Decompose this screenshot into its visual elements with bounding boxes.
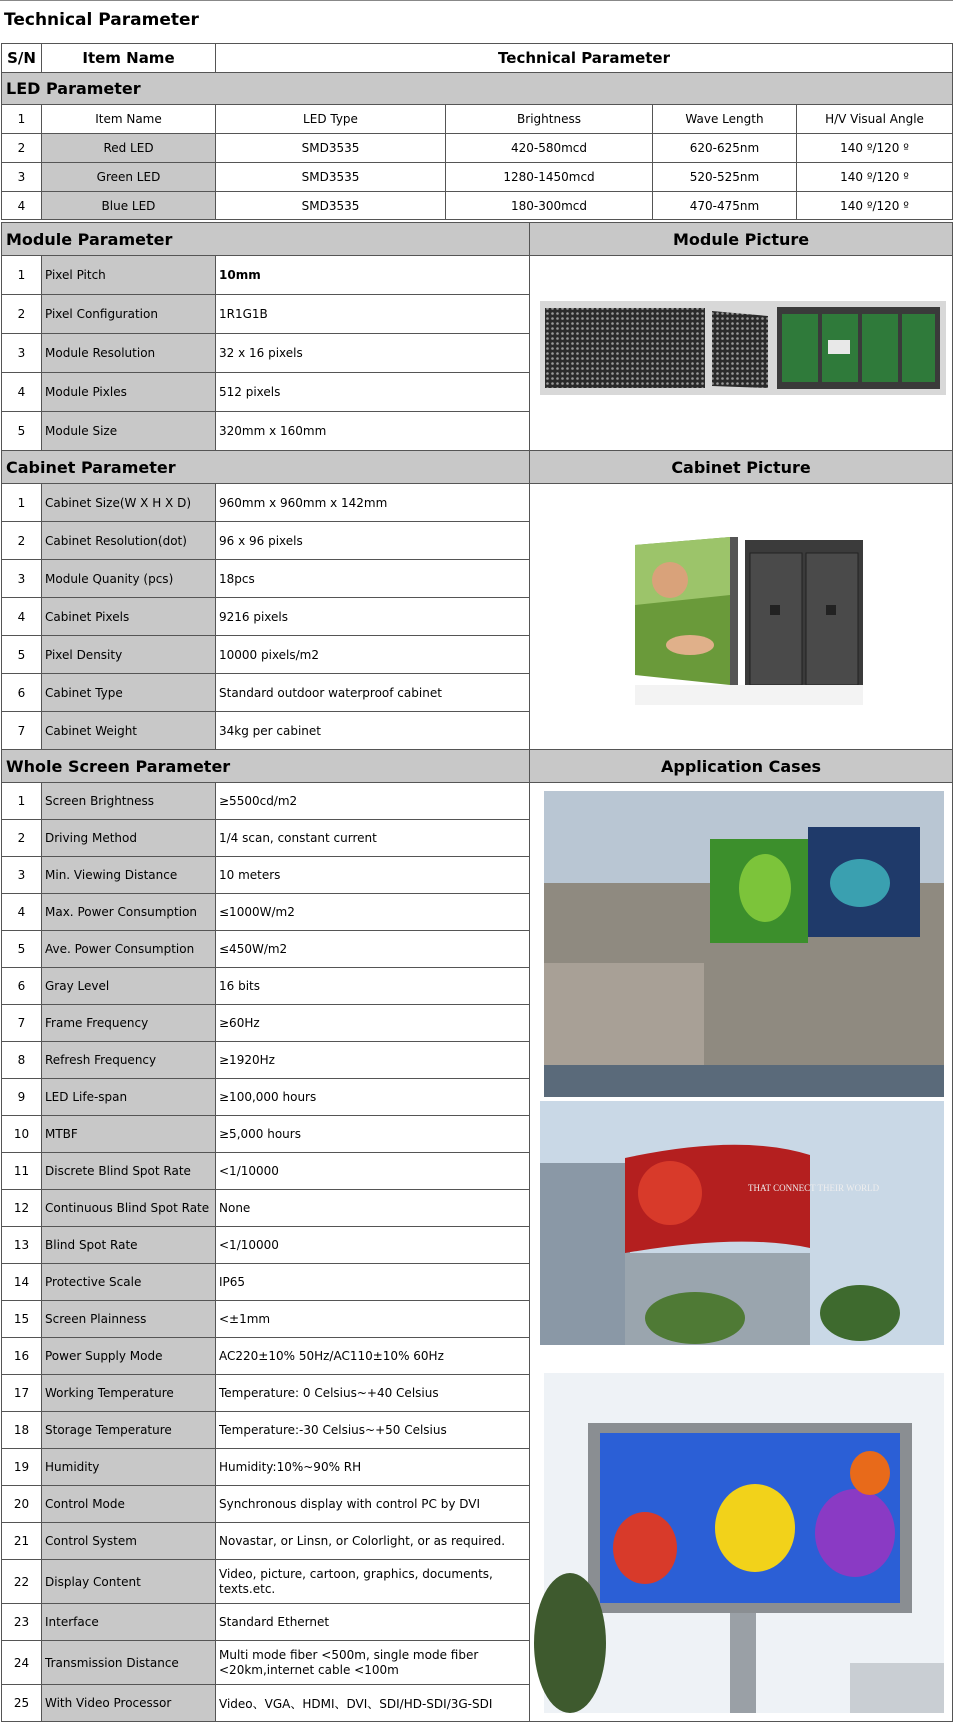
table-row: 2 Red LED SMD3535 420-580mcd 620-625nm 140 º/120 º: [2, 134, 953, 163]
led-section-title: LED Parameter: [2, 73, 953, 105]
cabinet-table: [1, 450, 953, 750]
table-row: 9 LED Life-span ≥100,000 hours: [2, 1079, 953, 1116]
table-row: 16 Power Supply Mode AC220±10% 50Hz/AC110±10% 60Hz: [2, 1338, 953, 1375]
module-image: [530, 256, 953, 450]
module-table: [1, 222, 953, 451]
led-col-visual-angle: H/V Visual Angle: [797, 105, 953, 134]
led-col-item-name: Item Name: [42, 105, 216, 134]
table-row: 2 Cabinet Resolution(dot) 96 x 96 pixels: [2, 522, 953, 560]
cabinet-section-title: Cabinet Parameter: [2, 451, 530, 484]
table-row: 5 Module Size 320mm x 160mm: [2, 412, 953, 451]
table-row: 20 Control Mode Synchronous display with control PC by DVI: [2, 1486, 953, 1523]
table-row: 7 Frame Frequency ≥60Hz: [2, 1005, 953, 1042]
table-row: 4 Cabinet Pixels 9216 pixels: [2, 598, 953, 636]
table-row: 4 Blue LED SMD3535 180-300mcd 470-475nm 140 º/120 º: [2, 192, 953, 220]
header-sn: S/N: [2, 44, 42, 73]
table-row: 7 Cabinet Weight 34kg per cabinet: [2, 712, 953, 750]
led-col-brightness: Brightness: [446, 105, 653, 134]
table-row: 23 Interface Standard Ethernet: [2, 1604, 953, 1641]
table-row: 15 Screen Plainness <±1mm: [2, 1301, 953, 1338]
header-row: [2, 44, 953, 73]
table-row: 4 Max. Power Consumption ≤1000W/m2: [2, 894, 953, 931]
top-border: [0, 0, 953, 1]
table-row: 2 Driving Method 1/4 scan, constant current: [2, 820, 953, 857]
table-row: 3 Module Resolution 32 x 16 pixels: [2, 334, 953, 373]
led-table: [1, 43, 953, 220]
table-row: 24 Transmission Distance Multi mode fiber <500m, single mode fiber <20km,internet cable <100m: [2, 1641, 953, 1685]
table-row: 25 With Video Processor Video、VGA、HDMI、DVI、SDI/HD-SDI/3G-SDI: [2, 1685, 953, 1722]
header-technical-parameter: Technical Parameter: [216, 44, 953, 73]
table-row: 6 Gray Level 16 bits: [2, 968, 953, 1005]
cabinet-picture: [530, 484, 953, 750]
cabinet-picture-title: Cabinet Picture: [530, 451, 953, 484]
table-row: 13 Blind Spot Rate <1/10000: [2, 1227, 953, 1264]
table-row: 1 Cabinet Size(W X H X D) 960mm x 960mm x 142mm: [2, 484, 953, 522]
table-row: 3 Green LED SMD3535 1280-1450mcd 520-525nm 140 º/120 º: [2, 163, 953, 192]
led-col-led-type: LED Type: [216, 105, 446, 134]
page-title: Technical Parameter: [4, 10, 199, 30]
table-row: 18 Storage Temperature Temperature:-30 Celsius~+50 Celsius: [2, 1412, 953, 1449]
table-row: 6 Cabinet Type Standard outdoor waterproof cabinet: [2, 674, 953, 712]
application-cases-title: Application Cases: [530, 750, 953, 783]
led-col-wave-length: Wave Length: [653, 105, 797, 134]
application-cases-pictures: [530, 783, 953, 1722]
table-row: 3 Module Quanity (pcs) 18pcs: [2, 560, 953, 598]
table-row: 11 Discrete Blind Spot Rate <1/10000: [2, 1153, 953, 1190]
cabinet-image: [530, 485, 953, 749]
table-row: 14 Protective Scale IP65: [2, 1264, 953, 1301]
led-columns-row: 1 Item Name LED Type Brightness Wave Length H/V Visual Angle: [2, 105, 953, 134]
whole-screen-table: [1, 749, 953, 1722]
table-row: 10 MTBF ≥5,000 hours: [2, 1116, 953, 1153]
application-images: [530, 783, 953, 1713]
table-row: 3 Min. Viewing Distance 10 meters: [2, 857, 953, 894]
table-row: 1 Screen Brightness ≥5500cd/m2 THAT CONNECT THEIR WORLD: [2, 783, 953, 820]
module-section-title: Module Parameter: [2, 223, 530, 256]
whole-section-title: Whole Screen Parameter: [2, 750, 530, 783]
table-row: 2 Pixel Configuration 1R1G1B: [2, 295, 953, 334]
table-row: 12 Continuous Blind Spot Rate None: [2, 1190, 953, 1227]
table-row: 21 Control System Novastar, or Linsn, or Colorlight, or as required.: [2, 1523, 953, 1560]
table-row: 22 Display Content Video, picture, cartoon, graphics, documents, texts.etc.: [2, 1560, 953, 1604]
table-row: 4 Module Pixles 512 pixels: [2, 373, 953, 412]
table-row: 1 Pixel Pitch 10mm: [2, 256, 953, 295]
table-row: 19 Humidity Humidity:10%~90% RH: [2, 1449, 953, 1486]
header-item-name: Item Name: [42, 44, 216, 73]
table-row: 8 Refresh Frequency ≥1920Hz: [2, 1042, 953, 1079]
table-row: 17 Working Temperature Temperature: 0 Celsius~+40 Celsius: [2, 1375, 953, 1412]
module-picture-title: Module Picture: [530, 223, 953, 256]
table-row: 5 Ave. Power Consumption ≤450W/m2: [2, 931, 953, 968]
module-picture: [530, 256, 953, 451]
sign-text: THAT CONNECT THEIR WORLD: [748, 1183, 880, 1193]
table-row: 5 Pixel Density 10000 pixels/m2: [2, 636, 953, 674]
